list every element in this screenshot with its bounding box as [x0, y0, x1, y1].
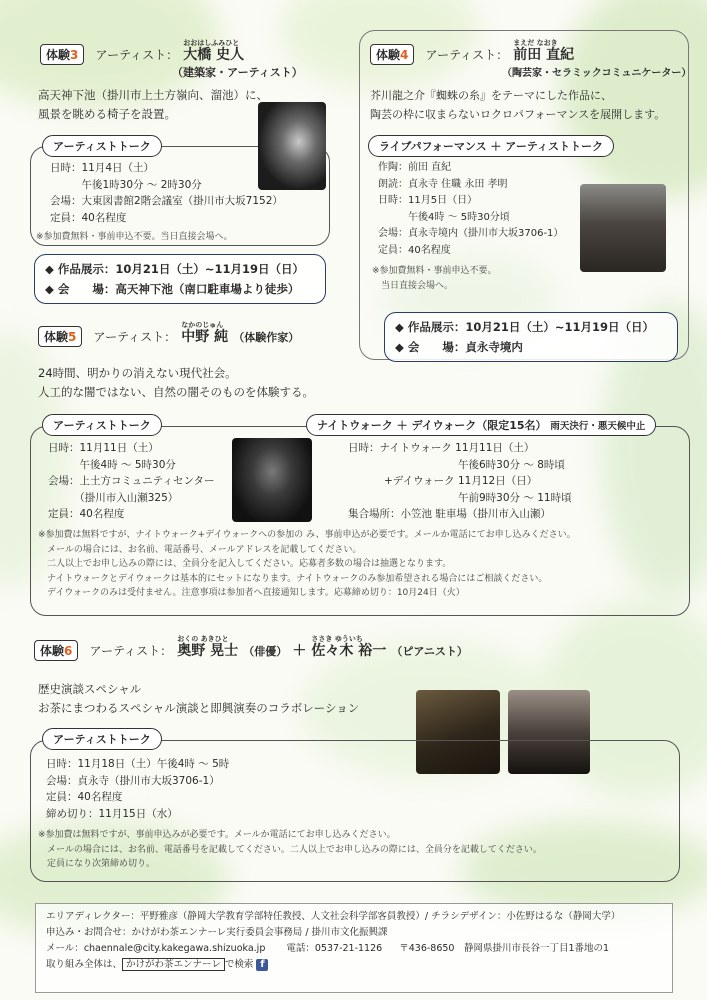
artist-role: （体験作家） [233, 331, 300, 344]
exp6-tag: 体験6 [34, 640, 78, 661]
exp6-heading [34, 635, 468, 661]
phone-number: 電話：0537-21-1126 [286, 943, 383, 954]
exp5-night-info: 日時：ナイトウォーク 11月11日（土） 午後6時30分 ～ 8時頃 +デイウォーク 11月12日（日） 午前9時30分 ～ 11時頃 集合場所：小笠池 駐車場（掛川市入山瀬） [348, 442, 572, 520]
exp4-description: 芥川龍之介『蜘蛛の糸』をテーマにした作品に、 陶芸の枠に収まらないロクロパフォーマンスを展開します。 [370, 89, 666, 121]
facebook-icon[interactable]: f [256, 959, 268, 971]
artist-ruby-1: おくの あきひと [177, 635, 229, 643]
exp4-info: 作陶：前田 直紀 朗読：貞永寺 住職 永田 孝明 日時：11月5日（日） 午後4時 ～ 5時30分頃 会場：貞永寺境内（掛川市大坂3706-1） 定員：40名程度 [378, 162, 564, 256]
exp5-heading [38, 321, 300, 347]
artist-ruby: まえだ なおき [513, 39, 558, 47]
email-link[interactable]: chaennale@city.kakegawa.shizuoka.jp [83, 943, 266, 954]
footer-info [35, 903, 673, 993]
artist-name-1: おくの あきひと 奥野 晃士 [177, 635, 239, 659]
exp5-talk-label: アーティストトーク [42, 414, 162, 436]
exp4-exhibit: ◆ 作品展示：10月21日（土）~11月19日（日） ◆ 会 場：貞永寺境内 [384, 312, 678, 362]
artist-ruby: なかのじゅん [181, 321, 224, 329]
artist-name: なかのじゅん 中野 純 [181, 321, 229, 345]
artist-ruby-2: ささき ゆういち [311, 635, 363, 643]
exp4-talk-label: ライブパフォーマンス ＋ アーティストトーク [368, 135, 614, 157]
exp3-tag: 体験3 [40, 44, 84, 65]
exp3-talk-label: アーティストトーク [42, 135, 162, 157]
artist-role: （陶芸家・セラミックコミュニケーター） [502, 68, 692, 79]
exp5-description: 24時間、明かりの消えない現代社会。 人工的な闇ではない、自然の闇そのものを体験する。 [38, 366, 314, 399]
exp5-night-label: ナイトウォーク ＋ デイウォーク（限定15名） 雨天決行・悪天候中止 [306, 414, 656, 436]
address: 〒436-8650 静岡県掛川市長谷一丁目1番地の1 [399, 943, 610, 954]
artist-prefix: アーティスト： [89, 644, 173, 658]
artist-ruby: おおはしふみひと [183, 39, 240, 47]
exp5-notes: ※参加費は無料ですが、ナイトウォーク+デイウォークへの参加の み、事前申込が必要です。メールか電話にてお申し込みください。 メールの場合には、お名前、電話番号、メールアドレスを記載してください。 二人以上でお申し込みの際には、全員分を記入してください。応募者多数の場合は抽選となります。 ナイトウォークとデイウォークは基本的にセットになります。ナイトウォークのみ参加希望される場合にはご相談ください。 デイウォークのみは受付ません。注意事項は参加者へ直接通知します。応募締め切り：10月24日（火） [38, 530, 576, 598]
exp3-info: 日時：11月4日（土） 午後1時30分 ～ 2時30分 会場：大東図書館2階会議室（掛川市大坂7152） 定員：40名程度 [50, 162, 283, 224]
artist-role: （建築家・アーティスト） [172, 66, 303, 79]
exp3-description: 高天神下池（掛川市上土方嶺向、溜池）に、 風景を眺める椅子を設置。 [38, 88, 268, 121]
artist-photo-ohashi [258, 102, 326, 190]
exp4-note: ※参加費無料・事前申込不要。 当日直接会場へ。 [372, 266, 497, 291]
artist-name-2: ささき ゆういち 佐々木 裕一 [311, 635, 387, 659]
exp3-heading [40, 39, 245, 65]
exp5-info: 日時：11月11日（土） 午後4時 ～ 5時30分 会場：上土方コミュニティセンター （掛川市入山瀬325） 定員：40名程度 [48, 442, 215, 520]
artist-photo-nakano [232, 438, 312, 522]
artist-name: おおはしふみひと 大橋 史人 [183, 39, 245, 63]
exp6-talk-label: アーティストトーク [42, 728, 162, 750]
exp6-info: 日時：11月18日（土）午後4時 ～ 5時 会場：貞永寺（掛川市大坂3706-1） 定員：40名程度 締め切り：11月15日（水） [46, 758, 230, 820]
exp3-exhibit: ◆ 作品展示：10月21日（土）~11月19日（日） ◆ 会 場：高天神下池（南口駐車場より徒歩） [34, 254, 326, 304]
artist-photo-maeda [580, 184, 666, 272]
artist-name: まえだ なおき 前田 直紀 [513, 39, 575, 63]
exp5-tag: 体験5 [38, 326, 82, 347]
exp4-heading [370, 39, 575, 65]
footer-credits: エリアディレクター：平野雅彦（静岡大学教育学部特任教授、人文社会科学部客員教授）/ チラシデザイン：小佐野はるな（静岡大学） [46, 911, 621, 922]
exp4-tag: 体験4 [370, 44, 414, 65]
plus-sign: ＋ [292, 643, 307, 659]
artist-prefix: アーティスト： [425, 48, 509, 62]
footer-search: 取り組み全体は、 かけがわ茶エンナーレ で検索 f [46, 957, 662, 973]
footer-mail-tel: メール：chaennale@city.kakegawa.shizuoka.jp 電話：0537-21-1126 〒436-8650 静岡県掛川市長谷一丁目1番地の1 [46, 943, 610, 954]
footer-contact: 申込み・お問合せ：かけがわ茶エンナーレ実行委員会事務局 / 掛川市文化振興課 [46, 927, 388, 938]
artist-prefix: アーティスト： [95, 48, 179, 62]
exp6-description: 歴史演談スペシャル お茶にまつわるスペシャル演談と即興演奏のコラボレーション [38, 682, 360, 715]
artist-prefix: アーティスト： [93, 330, 177, 344]
exp3-note: ※参加費無料・事前申込不要。当日直接会場へ。 [36, 232, 233, 242]
search-term: かけがわ茶エンナーレ [122, 958, 225, 971]
artist-role-1: （俳優） [243, 645, 288, 658]
exp6-notes: ※参加費は無料ですが、事前申込みが必要です。メールか電話にてお申し込みください。 メールの場合には、お名前、電話番号を記載してください。二人以上でお申し込みの際には、全員分を記載してください。 定員になり次第締め切り。 [38, 830, 542, 869]
artist-role-2: （ピアニスト） [391, 645, 468, 658]
